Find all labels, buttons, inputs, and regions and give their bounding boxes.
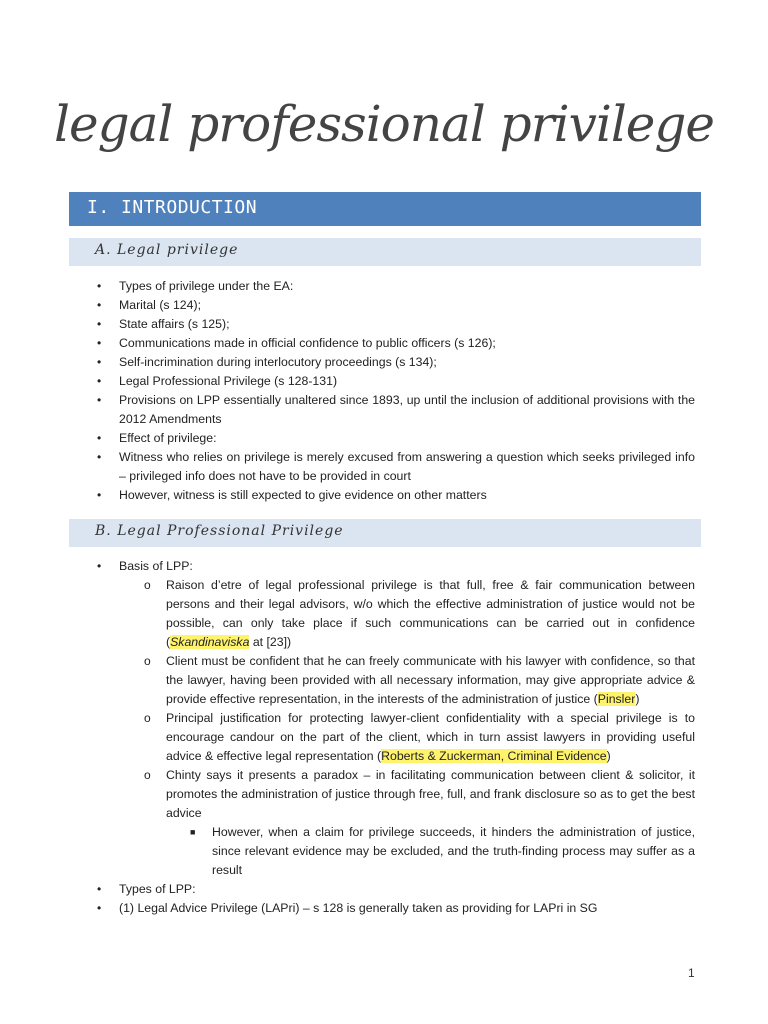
page-number: 1 bbox=[688, 966, 695, 980]
bullet-icon: • bbox=[97, 317, 102, 331]
sub-list-item bbox=[0, 576, 695, 652]
citation-highlight: Pinsler bbox=[597, 692, 636, 706]
bullet-icon: • bbox=[97, 882, 102, 896]
list-item-text: Effect of privilege: bbox=[119, 431, 217, 445]
list-item-text: Provisions on LPP essentially unaltered since 1893, up until the inclusion of additional provisions with the 2012 Amendments bbox=[119, 393, 695, 426]
document-title: legal professional privilege bbox=[53, 95, 714, 153]
lpp-list bbox=[0, 557, 768, 918]
subsection-heading-legal-professional-privilege bbox=[69, 519, 701, 547]
list-item-text: Marital (s 124); bbox=[119, 298, 202, 312]
list-item-text-tail: at [23]) bbox=[249, 635, 292, 649]
sub-list-item bbox=[0, 766, 695, 823]
list-item bbox=[0, 486, 695, 505]
circle-bullet-icon: o bbox=[144, 711, 151, 725]
list-item-text: However, witness is still expected to give evidence on other matters bbox=[119, 488, 487, 502]
list-item-text: However, when a claim for privilege succeeds, it hinders the administration of justice, since relevant evidence may be excluded, and the truth-finding process may suffer as a result bbox=[212, 825, 695, 877]
list-item-text: Communications made in official confidence to public officers (s 126); bbox=[119, 336, 496, 350]
list-item bbox=[0, 334, 695, 353]
bullet-icon: • bbox=[97, 450, 102, 464]
legal-privilege-list bbox=[0, 277, 768, 505]
list-item-text-tail: ) bbox=[606, 749, 611, 763]
list-item-text: Chinty says it presents a paradox – in facilitating communication between client & solicitor, it promotes the administration of justice through free, full, and frank disclosure so as to get the best advice bbox=[166, 768, 695, 820]
sub-sub-list-item bbox=[0, 823, 695, 880]
list-item bbox=[0, 372, 695, 391]
list-item-text: Principal justification for protecting lawyer-client confidentiality with a special privilege is to encourage candour on the part of the client, which in turn assist lawyers in providing useful advice & effective legal representation ( bbox=[166, 711, 695, 763]
subsection-heading-legal-privilege bbox=[69, 238, 701, 266]
list-item bbox=[0, 296, 695, 315]
circle-bullet-icon: o bbox=[144, 578, 151, 592]
list-item bbox=[0, 391, 695, 429]
circle-bullet-icon: o bbox=[144, 654, 151, 668]
list-item-text: Types of LPP: bbox=[119, 882, 196, 896]
subsection-heading-text: B. Legal Professional Privilege bbox=[95, 523, 344, 539]
list-item bbox=[0, 429, 695, 448]
list-item bbox=[0, 880, 695, 899]
bullet-icon: • bbox=[97, 374, 102, 388]
circle-bullet-icon: o bbox=[144, 768, 151, 782]
section-heading-introduction bbox=[69, 192, 701, 226]
bullet-icon: • bbox=[97, 901, 102, 915]
list-item bbox=[0, 899, 695, 918]
list-item-text: State affairs (s 125); bbox=[119, 317, 230, 331]
bullet-icon: • bbox=[97, 431, 102, 445]
list-item bbox=[0, 277, 695, 296]
list-item bbox=[0, 353, 695, 372]
list-item-text: Basis of LPP: bbox=[119, 559, 193, 573]
list-item-text: Witness who relies on privilege is merely excused from answering a question which seeks privileged info – privileged info does not have to be provided in court bbox=[119, 450, 695, 483]
bullet-icon: • bbox=[97, 355, 102, 369]
list-item-text: Raison d’etre of legal professional privilege is that full, free & fair communication between persons and their legal advisors, w/o which the effective administration of justice would not be possible, can only take place if such communications can be carried out in confidence ( bbox=[166, 578, 695, 649]
bullet-icon: • bbox=[97, 298, 102, 312]
sub-list-item bbox=[0, 652, 695, 709]
square-bullet-icon: ■ bbox=[190, 827, 196, 837]
list-item-text: Types of privilege under the EA: bbox=[119, 279, 294, 293]
sub-list-item bbox=[0, 709, 695, 766]
subsection-heading-text: A. Legal privilege bbox=[95, 242, 239, 258]
list-item-text: (1) Legal Advice Privilege (LAPri) – s 128 is generally taken as providing for LAPri in SG bbox=[119, 901, 598, 915]
bullet-icon: • bbox=[97, 559, 102, 573]
bullet-icon: • bbox=[97, 336, 102, 350]
bullet-icon: • bbox=[97, 279, 102, 293]
list-item bbox=[0, 315, 695, 334]
bullet-icon: • bbox=[97, 393, 102, 407]
list-item bbox=[0, 557, 695, 576]
citation-highlight: Skandinaviska bbox=[170, 635, 250, 649]
list-item bbox=[0, 448, 695, 486]
citation-highlight: Roberts & Zuckerman, Criminal Evidence bbox=[381, 749, 607, 763]
section-heading-text: I. INTRODUCTION bbox=[87, 197, 258, 218]
list-item-text: Legal Professional Privilege (s 128-131) bbox=[119, 374, 338, 388]
bullet-icon: • bbox=[97, 488, 102, 502]
list-item-text-tail: ) bbox=[635, 692, 640, 706]
list-item-text: Client must be confident that he can freely communicate with his lawyer with confidence, so that the lawyer, having been provided with all necessary information, may give appropriate advice & provide effective representation, in the interests of the administration of justice ( bbox=[166, 654, 695, 706]
list-item-text: Self-incrimination during interlocutory proceedings (s 134); bbox=[119, 355, 437, 369]
